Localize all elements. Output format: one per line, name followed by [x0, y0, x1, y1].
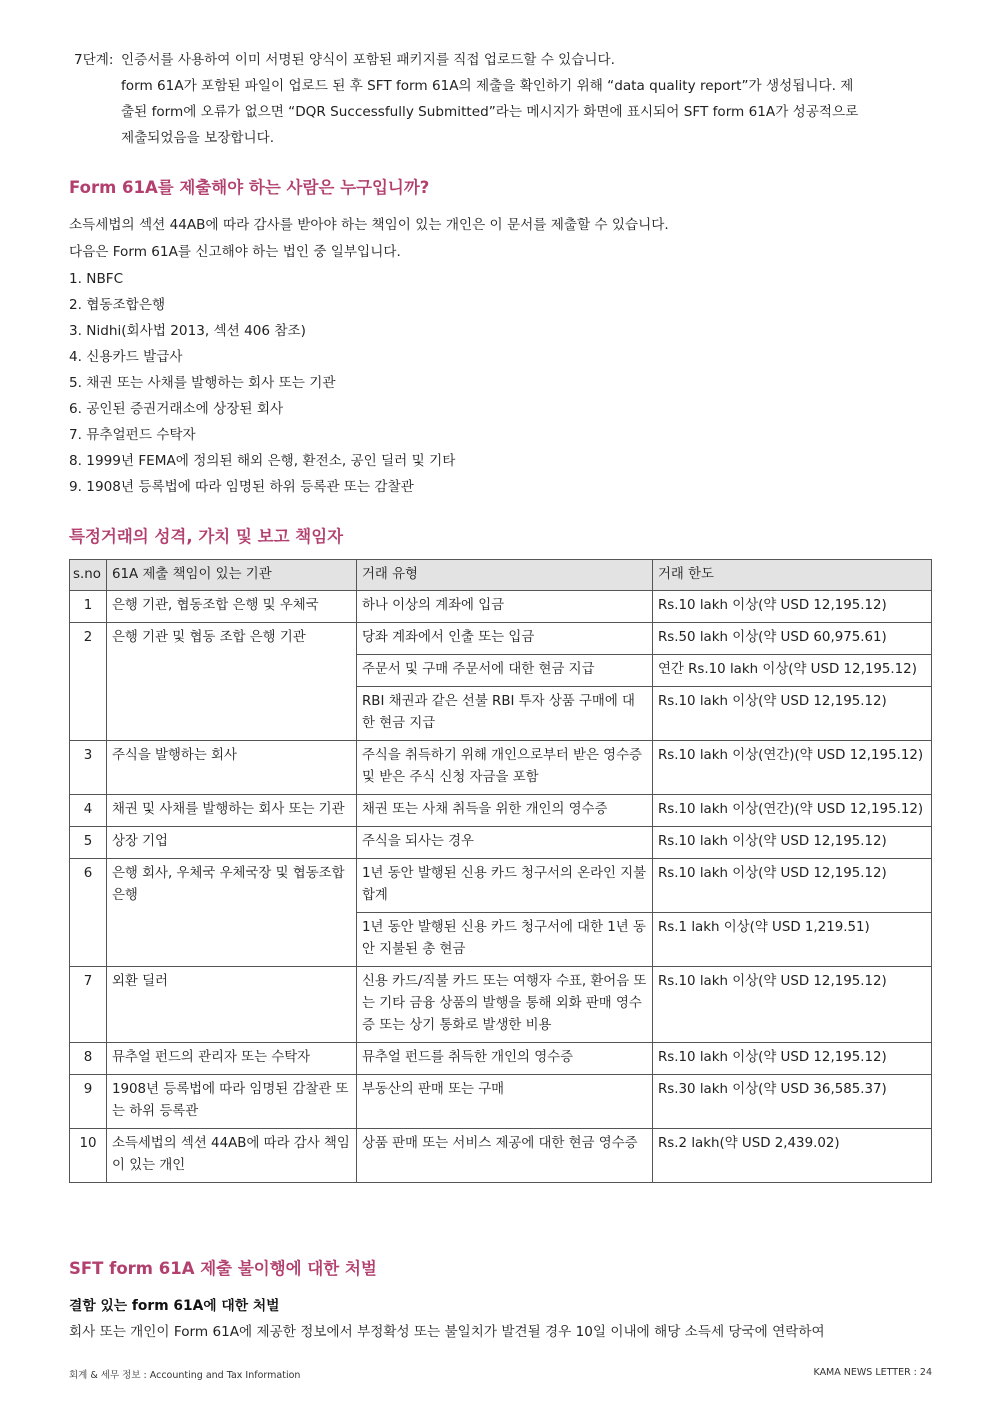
row-limit: Rs.1 lakh 이상(약 USD 1,219.51) [653, 913, 932, 967]
footer-page-number: KAMA NEWS LETTER : 24 [813, 1367, 932, 1378]
row-entity: 주식을 발행하는 회사 [107, 741, 357, 795]
row-sno: 1 [70, 591, 107, 623]
row-sno: 2 [70, 623, 107, 741]
row-sno: 9 [70, 1075, 107, 1129]
row-type: 주식을 취득하기 위해 개인으로부터 받은 영수증 및 받은 주식 신청 자금을 포함 [357, 741, 653, 795]
who-must-file-heading: Form 61A를 제출해야 하는 사람은 누구입니까? [69, 178, 430, 197]
table-row [70, 795, 932, 827]
footer-section-label: 회계 & 세무 정보 : Accounting and Tax Information [69, 1370, 301, 1381]
row-limit: 연간 Rs.10 lakh 이상(약 USD 12,195.12) [653, 655, 932, 687]
row-type: 1년 동안 발행된 신용 카드 청구서의 온라인 지불 합계 [357, 859, 653, 913]
table-row [70, 1075, 932, 1129]
entity-list-item: 9. 1908년 등록법에 따라 임명된 하위 등록관 또는 감찰관 [69, 479, 414, 495]
row-type: RBI 채권과 같은 선불 RBI 투자 상품 구매에 대한 현금 지급 [357, 687, 653, 741]
row-entity: 은행 기관, 협동조합 은행 및 우체국 [107, 591, 357, 623]
row-type: 상품 판매 또는 서비스 제공에 대한 현금 영수증 [357, 1129, 653, 1183]
penalty-paragraph: 회사 또는 개인이 Form 61A에 제공한 정보에서 부정확성 또는 불일치가 발견될 경우 10일 이내에 해당 소득세 당국에 연락하여 [69, 1324, 825, 1340]
entity-list-item: 1. NBFC [69, 271, 124, 287]
row-entity: 1908년 등록법에 따라 임명된 감찰관 또는 하위 등록관 [107, 1075, 357, 1129]
table-row [70, 1043, 932, 1075]
row-limit: Rs.10 lakh 이상(약 USD 12,195.12) [653, 967, 932, 1043]
entity-list-item: 5. 채권 또는 사채를 발행하는 회사 또는 기관 [69, 375, 336, 391]
row-type: 1년 동안 발행된 신용 카드 청구서에 대한 1년 동안 지불된 총 현금 [357, 913, 653, 967]
row-sno: 4 [70, 795, 107, 827]
intro-continuation-line: 인증서를 사용하여 이미 서명된 양식이 포함된 패키지를 직접 업로드할 수 있습니다. [121, 52, 616, 68]
table-row [70, 1129, 932, 1183]
entity-list-item: 8. 1999년 FEMA에 정의된 해외 은행, 환전소, 공인 딜러 및 기타 [69, 453, 456, 469]
row-entity: 외환 딜러 [107, 967, 357, 1043]
table-row [70, 967, 932, 1043]
row-type: 신용 카드/직불 카드 또는 여행자 수표, 환어음 또는 기타 금융 상품의 발행을 통해 외화 판매 영수증 또는 상기 통화로 발생한 비용 [357, 967, 653, 1043]
column-header-entity: 61A 제출 책임이 있는 기관 [107, 560, 357, 591]
row-type: 부동산의 판매 또는 구매 [357, 1075, 653, 1129]
row-type: 하나 이상의 계좌에 입금 [357, 591, 653, 623]
entity-list-item: 2. 협동조합은행 [69, 297, 166, 313]
row-limit: Rs.10 lakh 이상(연간)(약 USD 12,195.12) [653, 741, 932, 795]
table-row [70, 827, 932, 859]
row-type: 주문서 및 구매 주문서에 대한 현금 지급 [357, 655, 653, 687]
row-limit: Rs.10 lakh 이상(약 USD 12,195.12) [653, 687, 932, 741]
row-limit: Rs.30 lakh 이상(약 USD 36,585.37) [653, 1075, 932, 1129]
step7-line-1: form 61A가 포함된 파일이 업로드 된 후 SFT form 61A의 제출을 확인하기 위해 “data quality report”가 생성됩니다. 제 [121, 78, 854, 94]
row-limit: Rs.10 lakh 이상(약 USD 12,195.12) [653, 1043, 932, 1075]
entity-list-item: 4. 신용카드 발급사 [69, 349, 183, 365]
row-sno: 5 [70, 827, 107, 859]
step7-line-3: 제출되었음을 보장합니다. [121, 130, 275, 146]
row-entity: 은행 기관 및 협동 조합 은행 기관 [107, 623, 357, 741]
row-sno: 3 [70, 741, 107, 795]
step7-label: 7단계: [74, 52, 114, 68]
table-row [70, 859, 932, 913]
table-row [70, 741, 932, 795]
row-type: 주식을 되사는 경우 [357, 827, 653, 859]
row-sno: 7 [70, 967, 107, 1043]
row-type: 채권 또는 사채 취득을 위한 개인의 영수증 [357, 795, 653, 827]
entity-list-item: 6. 공인된 증권거래소에 상장된 회사 [69, 401, 284, 417]
row-type: 뮤추얼 펀드를 취득한 개인의 영수증 [357, 1043, 653, 1075]
transactions-heading: 특정거래의 성격, 가치 및 보고 책임자 [69, 527, 344, 546]
row-sno: 6 [70, 859, 107, 967]
row-limit: Rs.10 lakh 이상(약 USD 12,195.12) [653, 859, 932, 913]
row-entity: 소득세법의 섹션 44AB에 따라 감사 책임이 있는 개인 [107, 1129, 357, 1183]
row-entity: 뮤추얼 펀드의 관리자 또는 수탁자 [107, 1043, 357, 1075]
row-limit: Rs.50 lakh 이상(약 USD 60,975.61) [653, 623, 932, 655]
column-header-limit: 거래 한도 [653, 560, 932, 591]
row-limit: Rs.10 lakh 이상(약 USD 12,195.12) [653, 591, 932, 623]
column-header-sno: s.no [70, 560, 107, 591]
penalty-heading: SFT form 61A 제출 불이행에 대한 처벌 [69, 1259, 377, 1278]
column-header-type: 거래 유형 [357, 560, 653, 591]
table-row [70, 623, 932, 655]
row-type: 당좌 계좌에서 인출 또는 입금 [357, 623, 653, 655]
who-paragraph-2: 다음은 Form 61A를 신고해야 하는 법인 중 일부입니다. [69, 244, 401, 260]
entity-list-item: 7. 뮤추얼펀드 수탁자 [69, 427, 196, 443]
row-limit: Rs.10 lakh 이상(약 USD 12,195.12) [653, 827, 932, 859]
penalty-subheading: 결함 있는 form 61A에 대한 처벌 [69, 1298, 280, 1314]
who-paragraph-1: 소득세법의 섹션 44AB에 따라 감사를 받아야 하는 책임이 있는 개인은 이 문서를 제출할 수 있습니다. [69, 217, 669, 233]
row-limit: Rs.2 lakh(약 USD 2,439.02) [653, 1129, 932, 1183]
transactions-table [69, 559, 932, 1183]
entity-list-item: 3. Nidhi(회사법 2013, 섹션 406 참조) [69, 323, 306, 339]
row-sno: 8 [70, 1043, 107, 1075]
row-entity: 채권 및 사채를 발행하는 회사 또는 기관 [107, 795, 357, 827]
table-row [70, 591, 932, 623]
row-entity: 상장 기업 [107, 827, 357, 859]
row-entity: 은행 회사, 우체국 우체국장 및 협동조합 은행 [107, 859, 357, 967]
step7-line-2: 출된 form에 오류가 없으면 “DQR Successfully Submitted”라는 메시지가 화면에 표시되어 SFT form 61A가 성공적으로 [121, 104, 859, 120]
row-limit: Rs.10 lakh 이상(연간)(약 USD 12,195.12) [653, 795, 932, 827]
table-header-row [70, 560, 932, 591]
row-sno: 10 [70, 1129, 107, 1183]
